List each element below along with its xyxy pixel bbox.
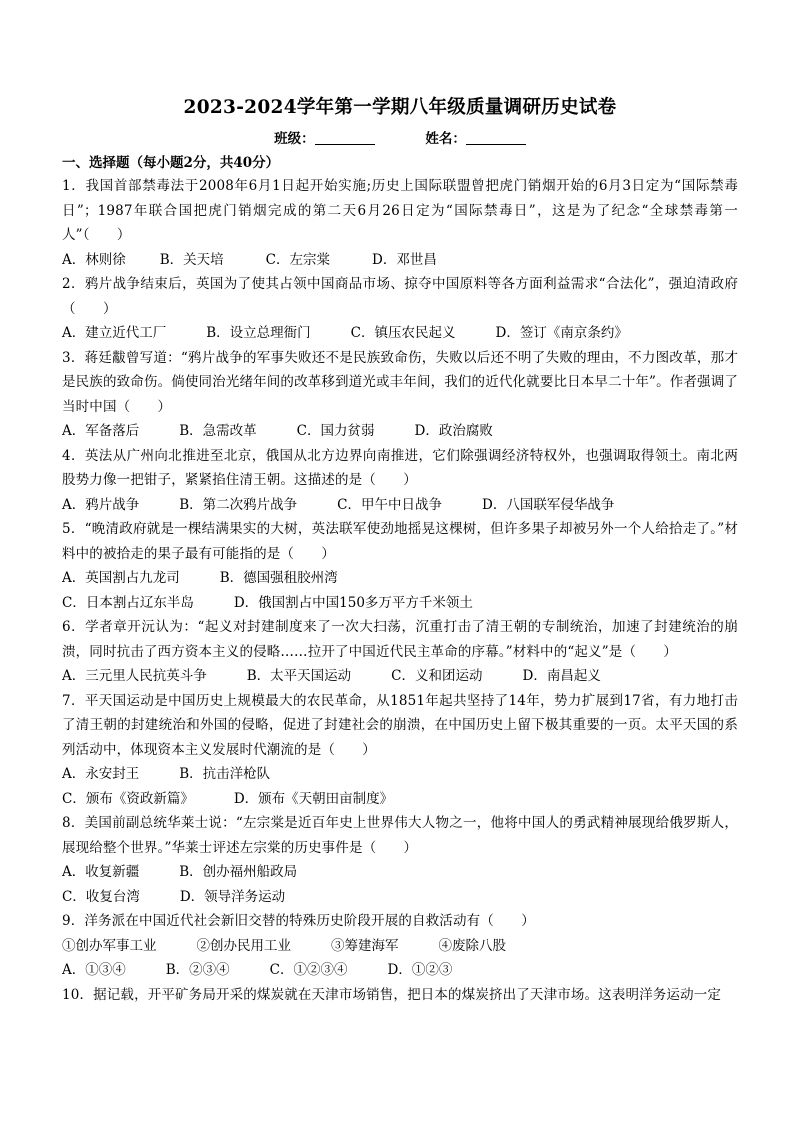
option-c[interactable]: C．收复台湾 [62,888,140,905]
question-options [62,566,738,591]
class-blank[interactable] [315,130,375,145]
option-c[interactable]: C．国力贫弱 [296,423,375,439]
question-options [62,591,738,616]
option-d[interactable]: D．领导洋务运动 [179,888,286,905]
option-c[interactable]: C．颁布《资政新篇》 [62,790,194,807]
question-options [62,248,738,273]
option-b[interactable]: B．②③④ [165,962,230,978]
question-options [62,493,738,518]
question-options [62,885,738,910]
option-a[interactable]: A．鸦片战争 [62,496,140,513]
option-a[interactable]: A．收复新疆 [62,864,140,880]
question-options [62,321,738,346]
question-stem: 10．据记载，开平矿务局开采的煤炭就在天津市场销售，把日本的煤炭挤出了天津市场。这表明洋务运动一定 [62,986,722,1003]
statement-item: ④废除八股 [438,937,506,954]
option-c[interactable]: C．义和团运动 [391,668,483,684]
question-stem: 7．平天国运动是中国历史上规模最大的农民革命，从1851年起共坚持了14年，势力扩展到17省，有力地打击了清王朝的封建统治和外国的侵略，促进了封建社会的崩溃，在中国历史上留下极其重要的一页。太平天国的系列活动中，体现资本主义发展时代潮流的是（ ） [62,692,738,758]
question-options [62,664,738,689]
option-a[interactable]: A．建立近代工厂 [62,325,167,341]
option-a[interactable]: A．英国割占九龙司 [62,570,180,586]
option-a[interactable]: A．永安封王 [62,766,140,782]
question-options [62,419,738,444]
option-d[interactable]: D．签订《南京条约》 [495,325,628,341]
option-b[interactable]: B．德国强租胶州湾 [219,570,338,586]
option-d[interactable]: D．八国联军侵华战争 [482,496,615,513]
section-heading: 一、选择题（每小题2分，共40分） [62,155,280,171]
option-b[interactable]: B．设立总理衙门 [206,325,311,341]
option-d[interactable]: D．俄国割占中国150多万平方千米领土 [233,594,473,611]
question-options [62,958,738,983]
name-blank[interactable] [466,130,526,145]
option-b[interactable]: B．急需改革 [179,423,257,439]
exam-page [62,96,738,1007]
question-stem: 9．洋务派在中国近代社会新旧交替的特殊历史阶段开展的自救活动有（ ） [62,913,535,929]
option-b[interactable]: B．创办福州船政局 [179,864,298,880]
option-d[interactable]: D．政治腐败 [414,423,493,439]
option-b[interactable]: B．第二次鸦片战争 [179,496,298,513]
option-d[interactable]: D．南昌起义 [522,668,601,684]
option-c[interactable]: C．日本割占辽东半岛 [62,594,194,611]
statement-item: ①创办军事工业 [62,937,157,954]
option-d[interactable]: D．邓世昌 [372,251,437,268]
exam-title: 2023-2024学年第一学期八年级质量调研历史试卷 [183,97,617,118]
option-c[interactable]: C．①②③④ [269,962,348,978]
student-info [62,128,738,150]
question-stem: 5．“晚清政府就是一棵结满果实的大树，英法联军使劲地摇晃这棵树，但许多果子却被另外一个人给拾走了。”材料中的被拾走的果子最有可能指的是（ ） [62,521,738,562]
option-c[interactable]: C．左宗棠 [265,251,331,268]
question-options [62,762,738,787]
option-d[interactable]: D．①②③ [387,962,453,978]
option-c[interactable]: C．甲午中日战争 [337,496,443,513]
statement-list [62,934,738,959]
class-label: 班级： [274,131,315,147]
option-b[interactable]: B．关天培 [159,251,224,268]
option-a[interactable]: A．三元里人民抗英斗争 [62,668,207,684]
option-c[interactable]: C．镇压农民起义 [350,325,456,341]
name-label: 姓名： [425,131,466,147]
question-stem: 3．蒋廷黻曾写道：“鸦片战争的军事失败还不是民族致命伤，失败以后还不明了失败的理由，不力图改革，那才是民族的致命伤。倘使同治光绪年间的改革移到道光或丰年间，我们的近代化就要比日本早二十年”。作者强调了当时中国（ ） [62,349,738,415]
statement-item: ③筹建海军 [331,937,399,954]
question-stem: 8．美国前副总统华莱士说：“左宗棠是近百年史上世界伟大人物之一，他将中国人的勇武精神展现给俄罗斯人，展现给整个世界。”华莱士评述左宗棠的历史事件是（ ） [62,815,738,856]
option-a[interactable]: A．林则徐 [62,251,126,268]
question-options [62,860,738,885]
question-stem: 6．学者章开沅认为：“起义对封建制度来了一次大扫荡，沉重打击了清王朝的专制统治，加速了封建统治的崩溃，同时抗击了西方资本主义的侵略……拉开了中国近代民主革命的序幕。”材料中的“起义”是（ ） [62,619,738,660]
question-options [62,787,738,812]
option-d[interactable]: D．颁布《天朝田亩制度》 [233,790,394,807]
question-stem: 2．鸦片战争结束后，英国为了使其占领中国商品市场、掠夺中国原料等各方面利益需求“合法化”，强迫清政府（ ） [62,276,739,317]
option-b[interactable]: B．太平天国运动 [246,668,352,684]
option-a[interactable]: A．①③④ [62,962,126,978]
question-stem: 4．英法从广州向北推进至北京，俄国从北方边界向南推进，它们除强调经济特权外，也强调取得领土。南北两股势力像一把钳子，紧紧掐住清王朝。这描述的是（ ） [62,447,738,488]
question-stem: 1．我国首部禁毒法于2008年6月1日起开始实施;历史上国际联盟曾把虎门销烟开始的6月3日定为“国际禁毒日”；1987年联合国把虎门销烟完成的第二天6月26日定为“国际禁毒日”，这是为了纪念“全球禁毒第一人”（ ） [62,178,738,243]
option-b[interactable]: B．抗击洋枪队 [179,766,271,782]
option-a[interactable]: A．军备落后 [62,423,140,439]
statement-item: ②创办民用工业 [196,937,291,954]
